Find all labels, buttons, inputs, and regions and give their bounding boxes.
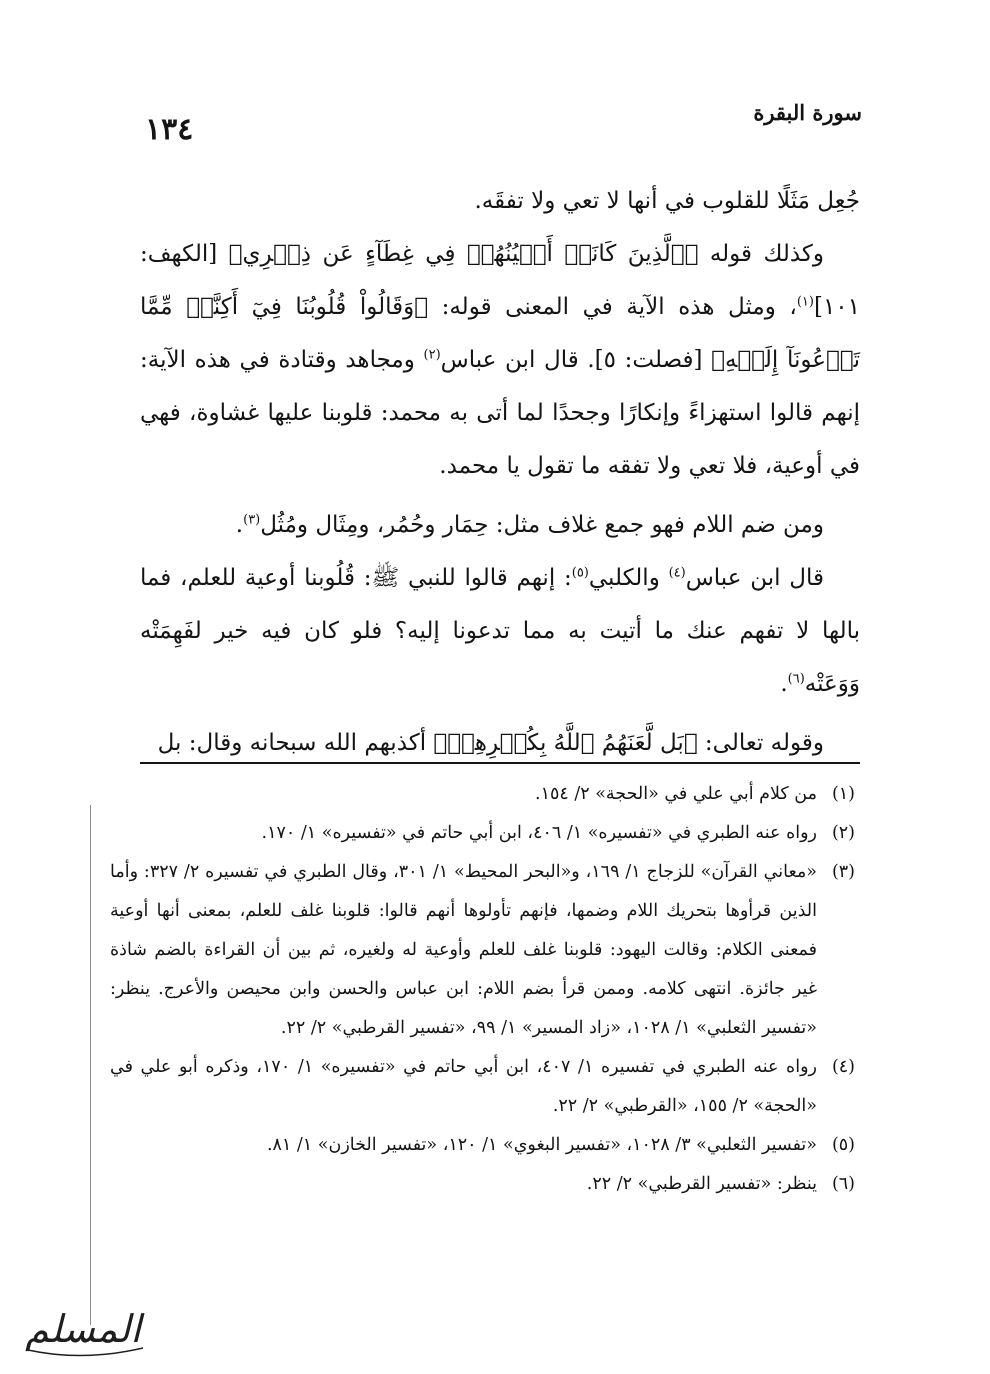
surah-title: سورة البقرة — [753, 100, 862, 125]
page-number: ١٣٤ — [145, 112, 194, 147]
footnote-number: (٥) — [831, 1135, 855, 1155]
footnote — [110, 1165, 855, 1204]
footnote-text: «معاني القرآن» للزجاج ١/ ١٦٩، و«البحر المحيط» ١/ ٣٠١، وقال الطبري في تفسيره ٢/ ٣٢٧: وأما الذين قرأوها بتحريك اللام وضمها، فإنهم تأولوها أنهم قالوا: قلوبنا غلف للعلم، بمعنى أنها أوعية فمعنى الكلام: وقالت اليهود: قلوبنا غلف للعلم وأوعية له ولغيره، ثم بين أن القراءة بالضم شاذة غير جائزة. انتهى كلامه. وممن قرأ بضم اللام: ابن عباس والحسن وابن محيصن والأعرج. ينظر: «تفسير الثعلبي» ١/ ١٠٢٨، «زاد المسير» ١/ ٩٩، «تفسير القرطبي» ٢/ ٢٢. — [110, 862, 817, 1038]
footnote-text: رواه عنه الطبري في تفسيره ١/ ٤٠٧، ابن أبي حاتم في «تفسيره» ١/ ١٧٠، وذكره أبو علي في «الحجة» ٢/ ١٥٥، «القرطبي» ٢/ ٢٢. — [110, 1057, 817, 1116]
footnote — [110, 1126, 855, 1165]
paragraph: وقوله تعالى: ﴿بَل لَّعَنَهُمُ ٱللَّهُ بِكُفۡرِهِمۡ﴾ أكذبهم الله سبحانه وقال: بل — [157, 730, 824, 756]
footnote-number: (٣) — [831, 862, 855, 882]
footnote-ref[interactable]: (١) — [796, 294, 814, 310]
footnote-ref[interactable]: (٣) — [243, 512, 261, 528]
footnote-text: «تفسير الثعلبي» ٣/ ١٠٢٨، «تفسير البغوي» ١/ ١٢٠، «تفسير الخازن» ١/ ٨١. — [266, 1135, 817, 1155]
footnotes — [110, 775, 855, 1204]
paragraph: ومن ضم اللام فهو جمع غلاف مثل: حِمَار وحُمُر، ومِثَال ومُثُل$^{(٣)}$. — [235, 512, 824, 538]
paragraph: وكذلك قوله ﴿ٱلَّذِينَ كَانَتۡ أَعۡيُنُهُمۡ فِي غِطَآءٍ عَن ذِكۡرِي﴾ [الكهف: ١٠١]$^{(١)}$، ومثل هذه الآية في المعنى قوله: ﴿وَقَالُواْ قُلُوبُنَا فِيٓ أَكِنَّةٖ مِّمَّا تَدۡعُونَآ إِلَيۡهِ﴾ [فصلت: ٥]. قال ابن عباس$^{(٢)}$ ومجاهد وقتادة في هذه الآية: إنهم قالوا استهزاءً وإنكارًا وجحدًا لما أتى به محمد: قلوبنا عليها غشاوة، فهي في أوعية، فلا تعي ولا تفقه ما تقول يا محمد. — [140, 241, 860, 479]
footnote-ref[interactable]: (٤) — [668, 565, 686, 581]
watermark-logo-icon — [8, 1290, 158, 1370]
footnote-number: (٤) — [831, 1057, 855, 1077]
footnote-text: ينظر: «تفسير القرطبي» ٢/ ٢٢. — [586, 1174, 817, 1194]
paragraph: قال ابن عباس$^{(٤)}$ والكلبي$^{(٥)}$: إنهم قالوا للنبي ﷺ: قُلُوبنا أوعية للعلم، فما بالها لا تفهم عنك ما أتيت به مما تدعونا إليه؟ فلو كان فيه خير لفَهِمَتْه وَوَعَتْه$^{(٦)}$. — [140, 565, 860, 697]
footnote-text: رواه عنه الطبري في «تفسيره» ١/ ٤٠٦، ابن أبي حاتم في «تفسيره» ١/ ١٧٠. — [261, 823, 817, 843]
footnote-number: (١) — [831, 784, 855, 804]
watermark-text: المسلم — [25, 1307, 141, 1351]
footnote — [110, 775, 855, 814]
footnote — [110, 1048, 855, 1126]
footnote-ref[interactable]: (٥) — [571, 565, 589, 581]
main-text — [140, 175, 860, 770]
footnote-text: من كلام أبي علي في «الحجة» ٢/ ١٥٤. — [534, 784, 817, 804]
footnote-number: (٦) — [831, 1174, 855, 1194]
footnote-number: (٢) — [831, 823, 855, 843]
footnote-ref[interactable]: (٦) — [787, 671, 805, 687]
footnote-ref[interactable]: (٢) — [423, 347, 441, 363]
footnote — [110, 814, 855, 853]
footnote — [110, 853, 855, 1048]
footnote-separator — [140, 762, 860, 764]
paragraph: جُعِل مَثَلًا للقلوب في أنها لا تعي ولا تفقَه. — [474, 188, 860, 214]
margin-line — [90, 805, 91, 1325]
